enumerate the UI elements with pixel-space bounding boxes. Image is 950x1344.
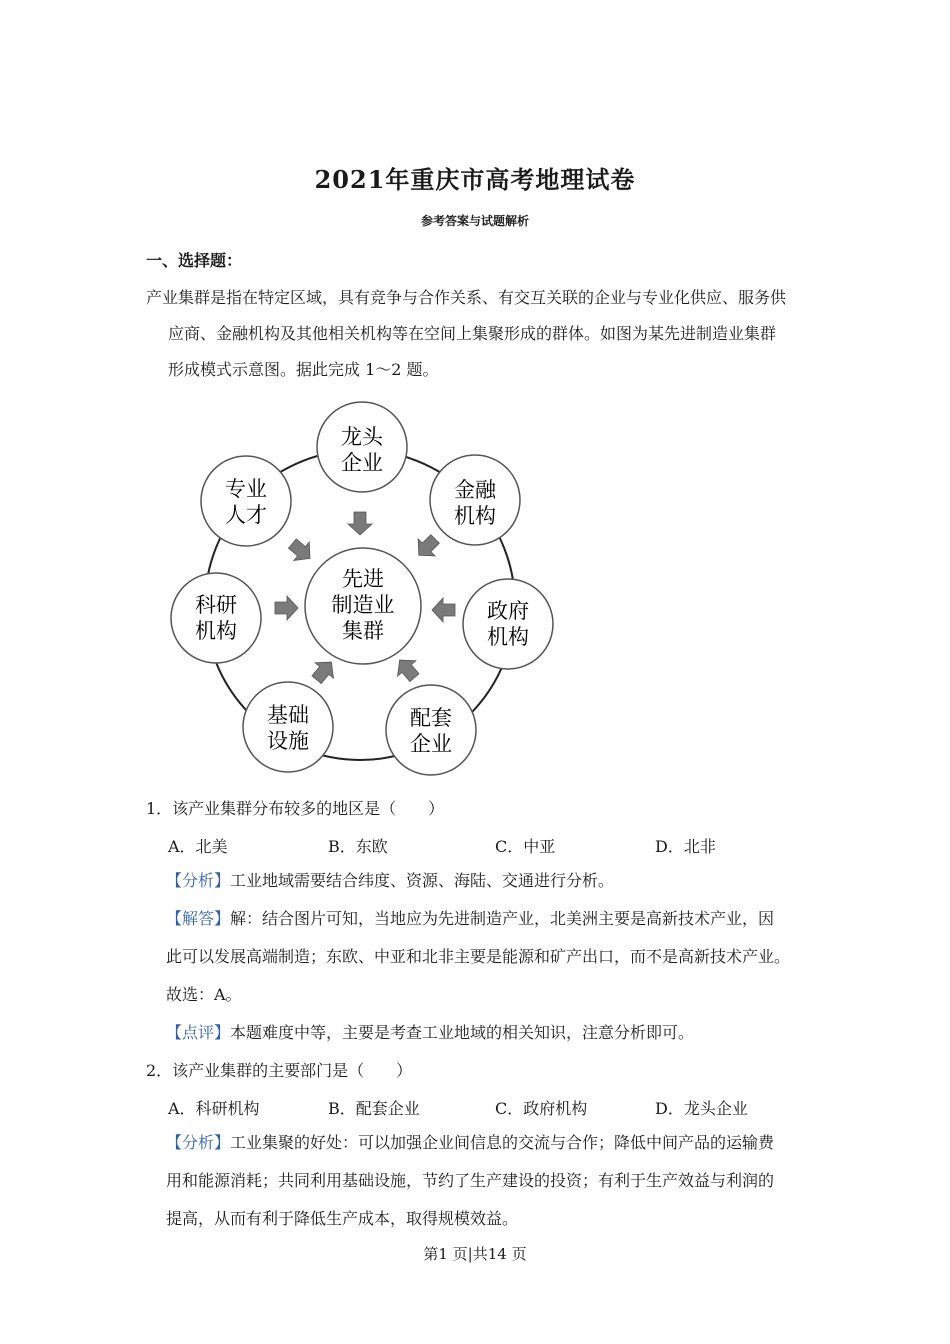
node-label: 龙头 — [341, 426, 383, 449]
intro-line: 形成模式示意图。据此完成 1～2 题。 — [168, 360, 439, 379]
option: D．北非 — [655, 837, 716, 856]
question-2-options — [168, 1096, 808, 1119]
analysis-text: 工业地域需要结合纬度、资源、海陆、交通进行分析。 — [230, 871, 615, 890]
option: A．科研机构 — [168, 1099, 260, 1118]
node-label: 政府 — [487, 600, 529, 623]
node-supporting-enterprise — [386, 685, 476, 775]
node-leading-enterprise — [317, 402, 407, 492]
analysis-tag: 【分析】 — [166, 1133, 231, 1152]
arrow-icon — [307, 654, 340, 687]
answer-text: 故选：A。 — [166, 985, 242, 1004]
node-label: 基础 — [267, 704, 309, 727]
section-heading: 一、选择题： — [146, 251, 243, 270]
page-title: 2021年重庆市高考地理试卷 — [314, 165, 636, 194]
node-label: 企业 — [410, 733, 452, 756]
intro-line: 产业集群是指在特定区域，具有竞争与合作关系、有交互关联的企业与专业化供应、服务供 — [146, 288, 787, 307]
center-label: 集群 — [342, 620, 384, 643]
answer-tag: 【解答】 — [166, 909, 231, 928]
option: B．配套企业 — [328, 1099, 420, 1118]
node-label: 科研 — [195, 594, 237, 617]
node-label: 配套 — [410, 707, 452, 730]
question-1-options — [168, 834, 808, 857]
question-2-explanation — [166, 1124, 811, 1238]
option: C．中亚 — [495, 837, 556, 856]
arrow-icon — [348, 512, 372, 535]
node-label: 机构 — [195, 620, 237, 643]
option: D．龙头企业 — [655, 1099, 748, 1118]
analysis-tag: 【分析】 — [166, 871, 231, 890]
node-finance — [430, 455, 520, 545]
page-footer: 第1 页|共14 页 — [423, 1245, 527, 1263]
node-label: 机构 — [487, 626, 529, 649]
intro-paragraph — [146, 280, 816, 388]
intro-line: 应商、金融机构及其他相关机构等在空间上集聚形成的群体。如图为某先进制造业集群 — [168, 324, 777, 343]
comment-text: 本题难度中等，主要是考查工业地域的相关知识，注意分析即可。 — [230, 1023, 695, 1042]
node-research — [171, 573, 261, 663]
answer-text: 此可以发展高端制造；东欧、中亚和北非主要是能源和矿产出口，而不是高新技术产业。 — [166, 947, 791, 966]
answer-text: 解：结合图片可知，当地应为先进制造产业，北美洲主要是高新技术产业，因 — [230, 909, 775, 928]
node-infrastructure — [243, 682, 333, 772]
arrow-icon — [390, 652, 423, 685]
question-2-stem: 2．该产业集群的主要部门是（ ） — [146, 1061, 413, 1080]
node-label: 企业 — [341, 452, 383, 475]
analysis-text: 用和能源消耗；共同利用基础设施，节约了生产建设的投资；有利于生产效益与利润的 — [166, 1171, 775, 1190]
analysis-text: 工业集聚的好处：可以加强企业间信息的交流与合作；降低中间产品的运输费 — [230, 1133, 775, 1152]
center-label: 先进 — [342, 568, 384, 591]
option: A．北美 — [168, 837, 228, 856]
arrow-icon — [275, 596, 298, 620]
node-label: 机构 — [454, 505, 496, 528]
node-label: 设施 — [267, 730, 309, 753]
question-1-stem: 1．该产业集群分布较多的地区是（ ） — [146, 799, 445, 818]
center-label: 制造业 — [331, 594, 395, 617]
question-1-explanation — [166, 862, 811, 1052]
node-label: 专业 — [225, 478, 267, 501]
node-government — [463, 579, 553, 669]
node-talent — [201, 456, 291, 546]
arrow-icon — [410, 530, 443, 563]
node-label: 金融 — [454, 479, 496, 502]
page-subtitle: 参考答案与试题解析 — [420, 214, 529, 228]
comment-tag: 【点评】 — [166, 1023, 231, 1042]
arrow-icon — [285, 534, 318, 567]
node-label: 人才 — [225, 504, 267, 527]
cluster-diagram — [160, 400, 560, 780]
arrow-icon — [432, 598, 455, 622]
center-node — [305, 548, 421, 664]
option: B．东欧 — [328, 837, 388, 856]
option: C．政府机构 — [495, 1099, 588, 1118]
analysis-text: 提高，从而有利于降低生产成本，取得规模效益。 — [166, 1209, 519, 1228]
